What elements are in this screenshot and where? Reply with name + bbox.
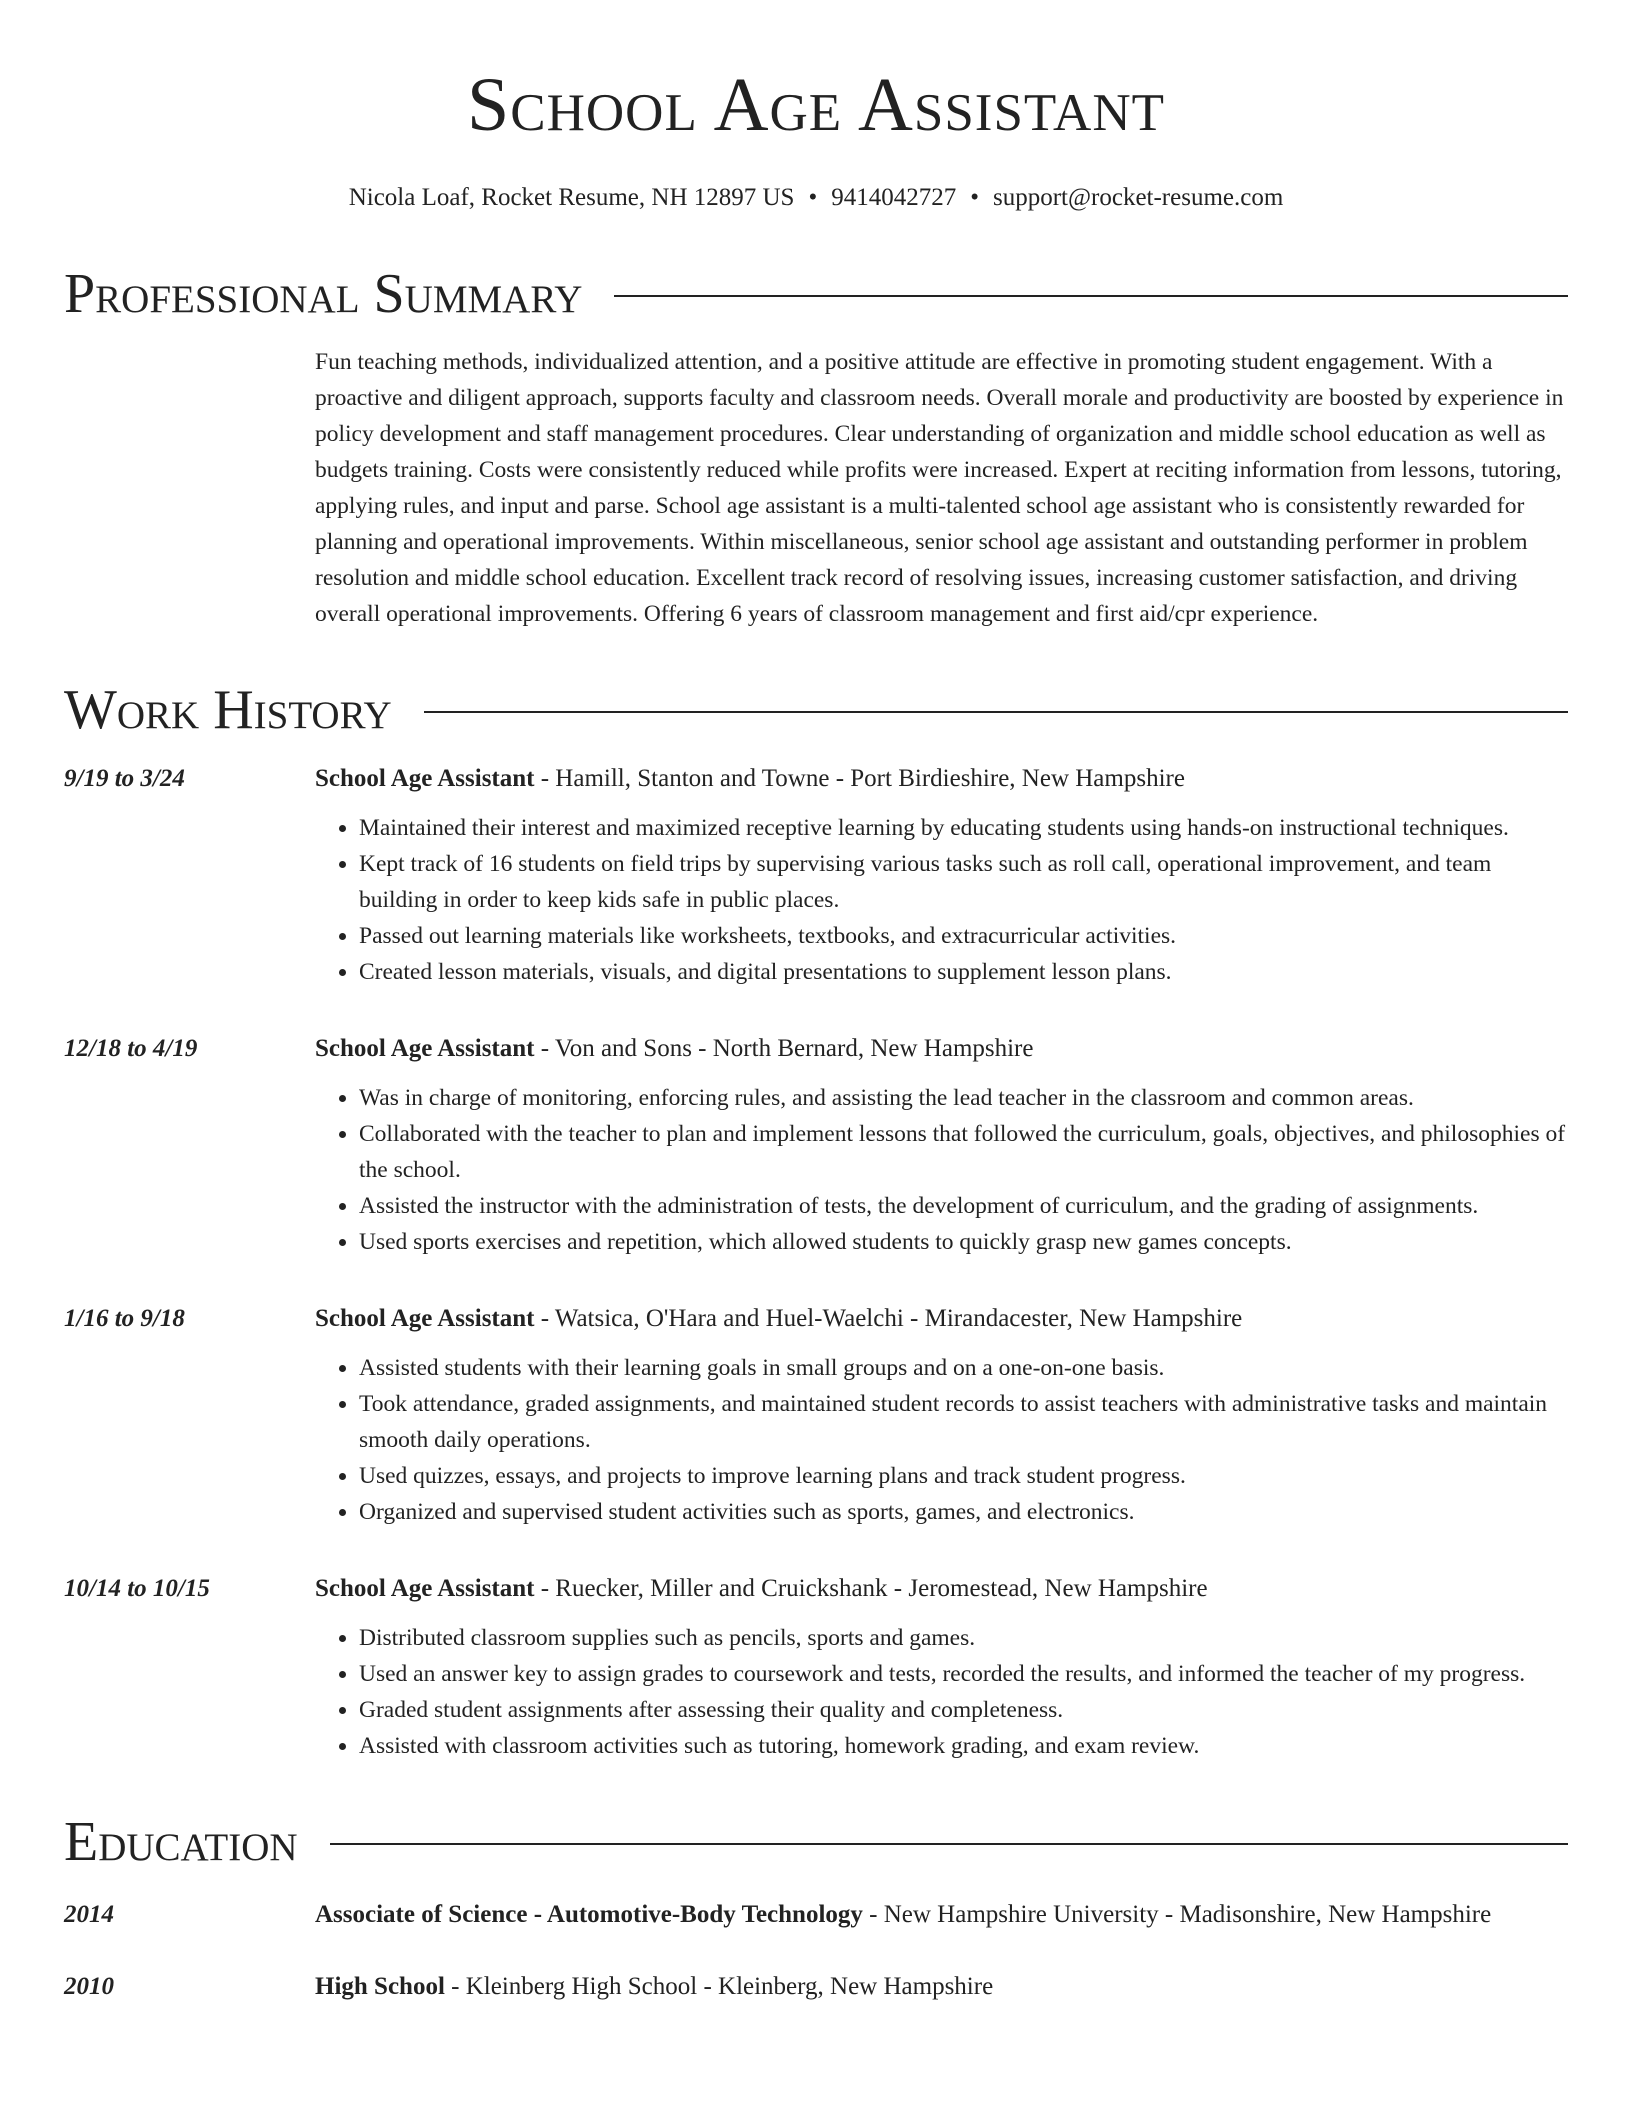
job-bullet: • Graded student assignments after assessing their quality and completeness. — [359, 1692, 1568, 1728]
education-heading: Education — [64, 1811, 298, 1873]
job-bullet: • Organized and supervised student activities such as sports, games, and electronics. — [359, 1494, 1568, 1530]
job-entry — [64, 1300, 1568, 1530]
job-bullet: • Was in charge of monitoring, enforcing rules, and assisting the lead teacher in the classroom and common areas. — [359, 1080, 1568, 1116]
education-section-header — [64, 1810, 1568, 1874]
job-bullets — [315, 1350, 1568, 1530]
education-body — [315, 1968, 1568, 2006]
job-dates: 10/14 to 10/15 — [64, 1575, 210, 1602]
job-bullet: • Collaborated with the teacher to plan and implement lessons that followed the curriculum, goals, objectives, and philosophies of the school. — [359, 1116, 1568, 1188]
job-bullet: • Assisted the instructor with the administration of tests, the development of curriculum, and the grading of assignments. — [359, 1188, 1568, 1224]
job-bullet: • Took attendance, graded assignments, and maintained student records to assist teachers with administrative tasks and maintain smooth daily operations. — [359, 1386, 1568, 1458]
job-bullet: • Used sports exercises and repetition, which allowed students to quickly grasp new games concepts. — [359, 1224, 1568, 1260]
work-heading: Work History — [64, 679, 392, 741]
job-dates: 12/18 to 4/19 — [64, 1035, 198, 1062]
job-bullet: • Created lesson materials, visuals, and digital presentations to supplement lesson plans. — [359, 954, 1568, 990]
job-body — [315, 1570, 1568, 1764]
job-title: School Age Assistant — [315, 1305, 535, 1332]
job-body — [315, 1300, 1568, 1530]
job-bullet: • Passed out learning materials like worksheets, textbooks, and extracurricular activities. — [359, 918, 1568, 954]
job-bullet: • Kept track of 16 students on field trips by supervising various tasks such as roll call, operational improvement, and team building in order to keep kids safe in public places. — [359, 846, 1568, 918]
job-bullet: • Used quizzes, essays, and projects to improve learning plans and track student progress. — [359, 1458, 1568, 1494]
contact-separator: • — [808, 184, 818, 211]
job-dates: 9/19 to 3/24 — [64, 765, 185, 792]
section-divider — [330, 1843, 1568, 1845]
contact-email: support@rocket-resume.com — [993, 184, 1284, 211]
job-dates: 1/16 to 9/18 — [64, 1305, 185, 1332]
education-entry — [64, 1968, 1568, 2006]
job-title: School Age Assistant — [315, 765, 535, 792]
job-details: - Ruecker, Miller and Cruickshank - Jeromestead, New Hampshire — [534, 1575, 1208, 1602]
education-entry — [64, 1896, 1568, 1934]
resume-title: School Age Assistant — [467, 63, 1165, 147]
education-year: 2014 — [64, 1901, 114, 1928]
job-bullet: • Assisted students with their learning goals in small groups and on a one-on-one basis. — [359, 1350, 1568, 1386]
job-bullet: • Used an answer key to assign grades to coursework and tests, recorded the results, and informed the teacher of my progress. — [359, 1656, 1568, 1692]
job-title: School Age Assistant — [315, 1035, 535, 1062]
education-degree: High School — [315, 1973, 445, 2000]
job-bullet: • Maintained their interest and maximized receptive learning by educating students using hands-on instructional techniques. — [359, 810, 1568, 846]
summary-text: Fun teaching methods, individualized attention, and a positive attitude are effective in promoting student engagement. With a proactive and diligent approach, supports faculty and classroom needs. Overall morale and productivity are boosted by experience in policy development and staff management procedures. Clear understanding of organization and middle school education as well as budgets training. Costs were consistently reduced while profits were increased. Expert at reciting information from lessons, tutoring, applying rules, and input and parse. School age assistant is a multi-talented school age assistant who is consistently rewarded for planning and operational improvements. Within miscellaneous, senior school age assistant and outstanding performer in problem resolution and middle school education. Excellent track record of resolving issues, increasing customer satisfaction, and driving overall operational improvements. Offering 6 years of classroom management and first aid/cpr experience. — [315, 349, 1564, 627]
contact-separator: • — [970, 184, 979, 211]
job-entry — [64, 1030, 1568, 1260]
contact-address: Nicola Loaf, Rocket Resume, NH 12897 US — [348, 184, 795, 211]
education-degree: Associate of Science - Automotive-Body Technology — [315, 1901, 863, 1928]
job-title: School Age Assistant — [315, 1575, 535, 1602]
job-body — [315, 1030, 1568, 1260]
job-heading — [315, 1570, 1568, 1608]
work-section-header — [64, 678, 1568, 742]
job-bullets — [315, 1080, 1568, 1260]
job-entry — [64, 1570, 1568, 1764]
job-bullets — [315, 810, 1568, 990]
job-bullet: • Assisted with classroom activities such as tutoring, homework grading, and exam review. — [359, 1728, 1568, 1764]
contact-phone: 9414042727 — [831, 184, 957, 211]
job-heading — [315, 1300, 1568, 1338]
education-body — [315, 1896, 1568, 1934]
education-details: - New Hampshire University - Madisonshire, New Hampshire — [862, 1901, 1492, 1928]
section-divider — [424, 711, 1568, 713]
job-details: - Hamill, Stanton and Towne - Port Birdieshire, New Hampshire — [534, 765, 1185, 792]
summary-heading: Professional Summary — [64, 263, 583, 325]
job-details: - Watsica, O'Hara and Huel-Waelchi - Mirandacester, New Hampshire — [534, 1305, 1243, 1332]
section-divider — [614, 295, 1568, 297]
contact-line — [64, 180, 1568, 216]
education-details: - Kleinberg High School - Kleinberg, New Hampshire — [444, 1973, 994, 2000]
education-year: 2010 — [64, 1973, 114, 2000]
job-heading — [315, 1030, 1568, 1068]
job-bullets — [315, 1620, 1568, 1764]
summary-section-header — [64, 262, 1568, 326]
job-body — [315, 760, 1568, 990]
job-entry — [64, 760, 1568, 990]
job-heading — [315, 760, 1568, 798]
job-details: - Von and Sons - North Bernard, New Hampshire — [534, 1035, 1034, 1062]
job-bullet: • Distributed classroom supplies such as pencils, sports and games. — [359, 1620, 1568, 1656]
